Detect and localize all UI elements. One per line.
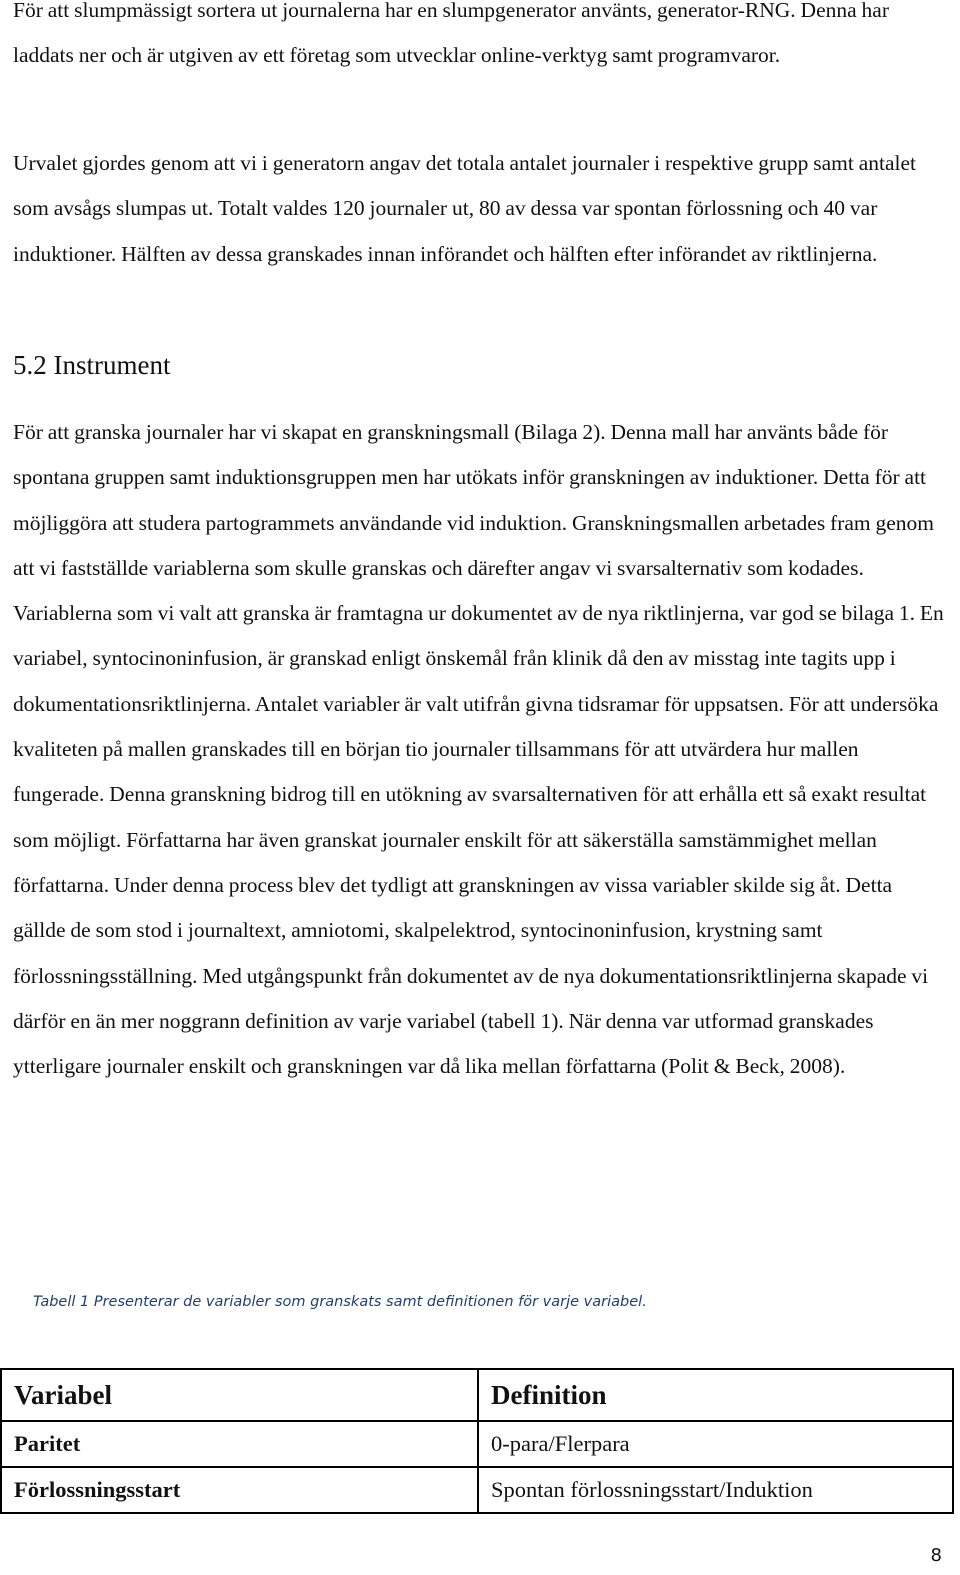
table-caption: Tabell 1 Presenterar de variabler som granskats samt definitionen för varje variabel. [33, 1294, 647, 1310]
cell-definition: Spontan förlossningsstart/Induktion [478, 1467, 953, 1513]
header-variabel: Variabel [1, 1369, 478, 1421]
paragraph-instrument: För att granska journaler har vi skapat en granskningsmall (Bilaga 2). Denna mall har använts både för spontana gruppen samt induktionsgruppen men har utökats inför granskningen av induktioner. Detta för att möjliggöra att studera partogrammets användande vid induktion. Granskningsmallen arbetades fram genom att vi fastställde variablerna som skulle granskas och därefter angav vi svarsalternativ som kodades. Variablerna som vi valt att granska är framtagna ur dokumentet av de nya riktlinjerna, var god se bilaga 1. En variabel, syntocinoninfusion, är granskad enligt önskemål från klinik då den av misstag inte tagits upp i dokumentationsriktlinjerna. Antalet variabler är valt utifrån givna tidsramar för uppsatsen. För att undersöka kvaliteten på mallen granskades till en början tio journaler tillsammans för att utvärdera hur mallen fungerade. Denna granskning bidrog till en utökning av svarsalternativen för att erhålla ett så exakt resultat som möjligt. Författarna har även granskat journaler enskilt för att säkerställa samstämmighet mellan författarna. Under denna process blev det tydligt att granskningen av vissa variabler skilde sig åt. Detta gällde de som stod i journaltext, amniotomi, skalpelektrod, syntocinoninfusion, krystning samt förlossningsställning. Med utgångspunkt från dokumentet av de nya dokumentationsriktlinjerna skapade vi därför en än mer noggrann definition av varje variabel (tabell 1). När denna var utformad granskades ytterligare journaler enskilt och granskningen var då lika mellan författarna (Polit & Beck, 2008). [13, 420, 944, 1079]
paragraph-rng: För att slumpmässigt sortera ut journalerna har en slumpgenerator använts, generator-RNG. Denna har laddats ner och är utgiven av ett företag som utvecklar online-verktyg samt programvaror. [13, 0, 889, 68]
table-row [1, 1421, 953, 1467]
section-heading: 5.2 Instrument [13, 350, 171, 380]
header-definition: Definition [478, 1369, 953, 1421]
table-header-row [1, 1369, 953, 1421]
cell-variable: Paritet [1, 1421, 478, 1467]
paragraph-urval: Urvalet gjordes genom att vi i generatorn angav det totala antalet journaler i respektive grupp samt antalet som avsågs slumpas ut. Totalt valdes 120 journaler ut, 80 av dessa var spontan förlossning och 40 var induktioner. Hälften av dessa granskades innan införandet och hälften efter införandet av riktlinjerna. [13, 151, 917, 266]
variables-table [0, 1368, 954, 1514]
cell-variable: Förlossningsstart [1, 1467, 478, 1513]
page-number: 8 [930, 1545, 942, 1566]
cell-definition: 0-para/Flerpara [478, 1421, 953, 1467]
table-row [1, 1467, 953, 1513]
